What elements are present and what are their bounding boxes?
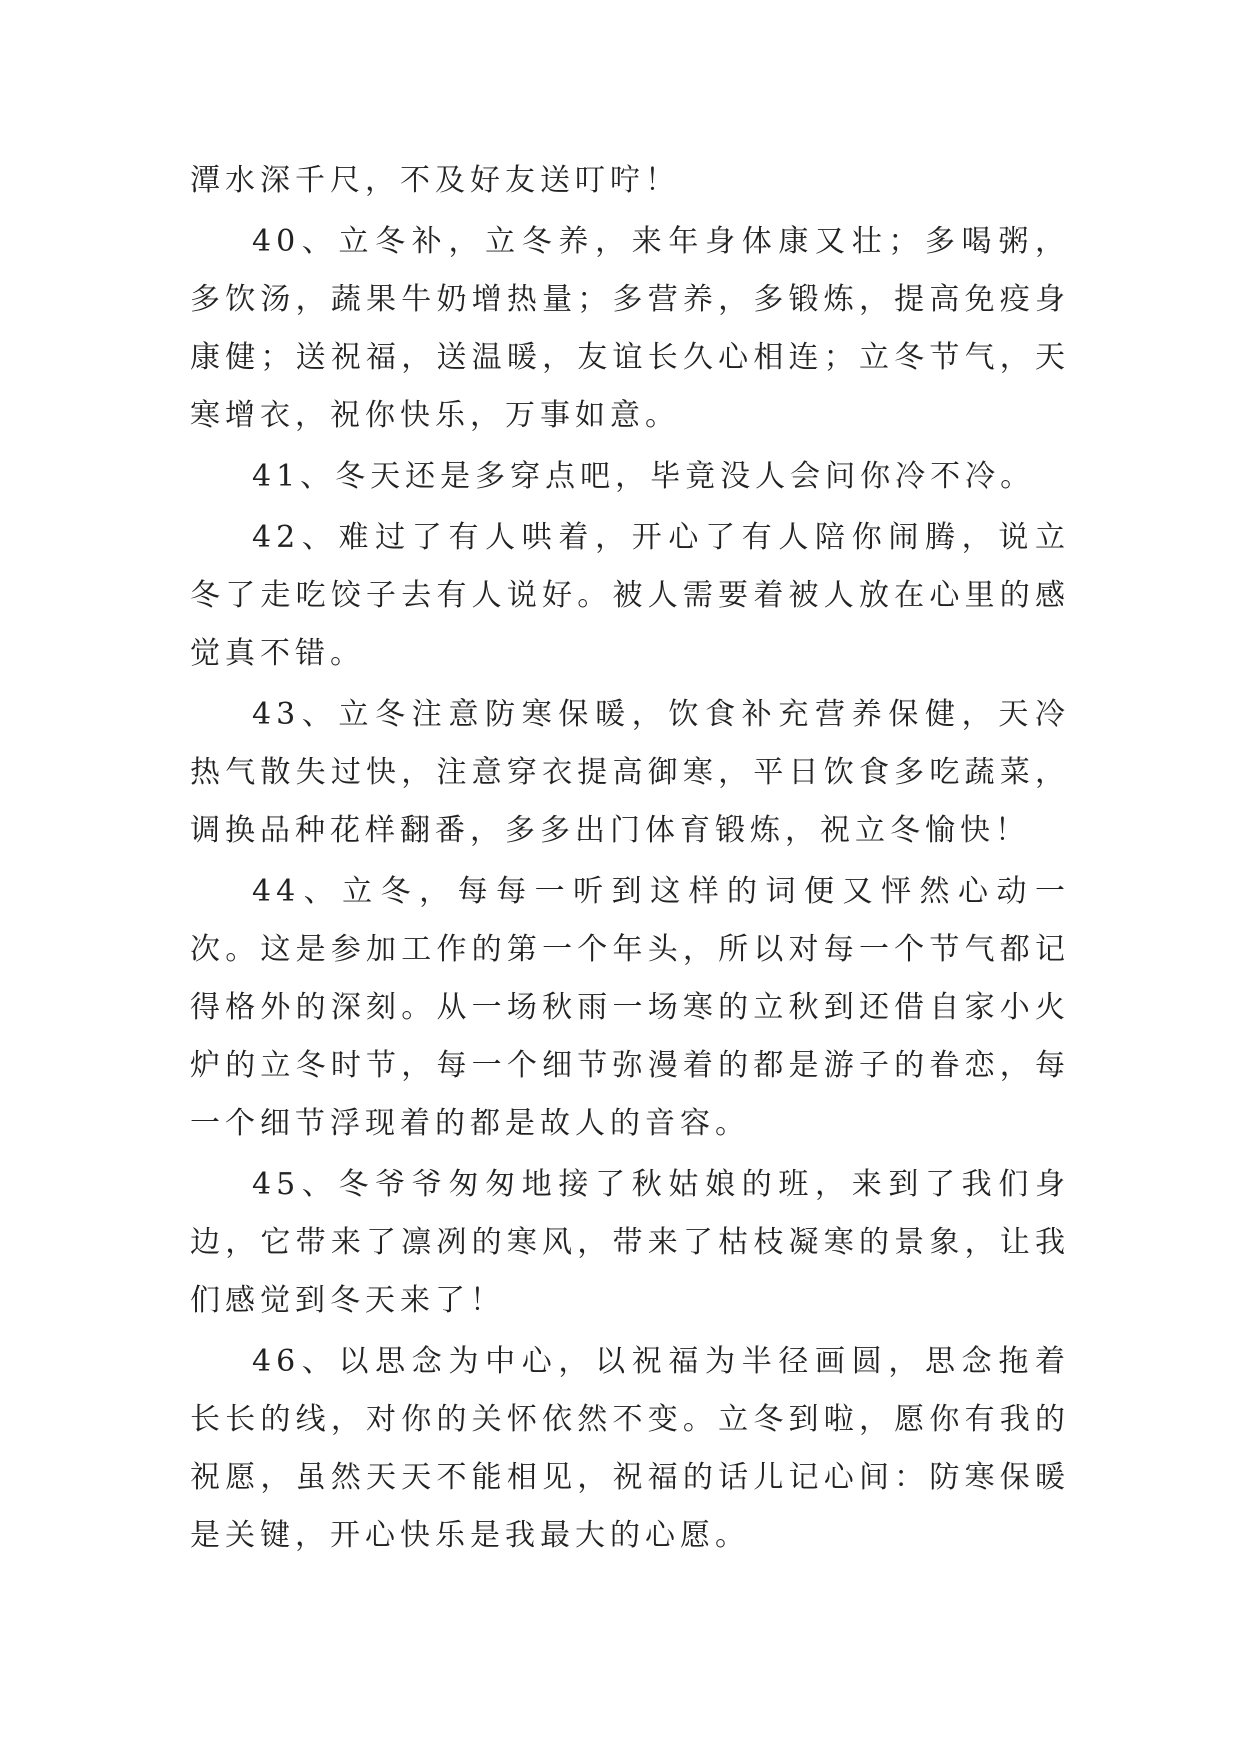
paragraph-44: 44、立冬，每每一听到这样的词便又怦然心动一次。这是参加工作的第一个年头，所以对每一个节气都记得格外的深刻。从一场秋雨一场寒的立秋到还借自家小火炉的立冬时节，每一个细节弥漫着的都是游子的眷恋，每一个细节浮现着的都是故人的音容。	[190, 874, 1070, 1141]
paragraph-42: 42、难过了有人哄着，开心了有人陪你闹腾，说立冬了走吃饺子去有人说好。被人需要着被人放在心里的感觉真不错。	[190, 520, 1070, 671]
paragraph-continuation: 潭水深千尺，不及好友送叮咛！	[190, 163, 680, 198]
paragraph-40: 40、立冬补，立冬养，来年身体康又壮；多喝粥，多饮汤，蔬果牛奶增热量；多营养，多锻炼，提高免疫身康健；送祝福，送温暖，友谊长久心相连；立冬节气，天寒增衣，祝你快乐，万事如意。	[190, 224, 1070, 433]
paragraph-45: 45、冬爷爷匆匆地接了秋姑娘的班，来到了我们身边，它带来了凛冽的寒风，带来了枯枝凝寒的景象，让我们感觉到冬天来了！	[190, 1167, 1070, 1318]
paragraph-46: 46、以思念为中心，以祝福为半径画圆，思念拖着长长的线，对你的关怀依然不变。立冬到啦，愿你有我的祝愿，虽然天天不能相见，祝福的话儿记心间：防寒保暖是关键，开心快乐是我最大的心愿。	[190, 1344, 1070, 1553]
paragraph-41: 41、冬天还是多穿点吧，毕竟没人会问你冷不冷。	[252, 459, 1036, 494]
paragraph-43: 43、立冬注意防寒保暖，饮食补充营养保健，天冷热气散失过快，注意穿衣提高御寒，平日饮食多吃蔬菜，调换品种花样翻番，多多出门体育锻炼，祝立冬愉快！	[190, 697, 1070, 848]
document-body	[190, 152, 1070, 1565]
